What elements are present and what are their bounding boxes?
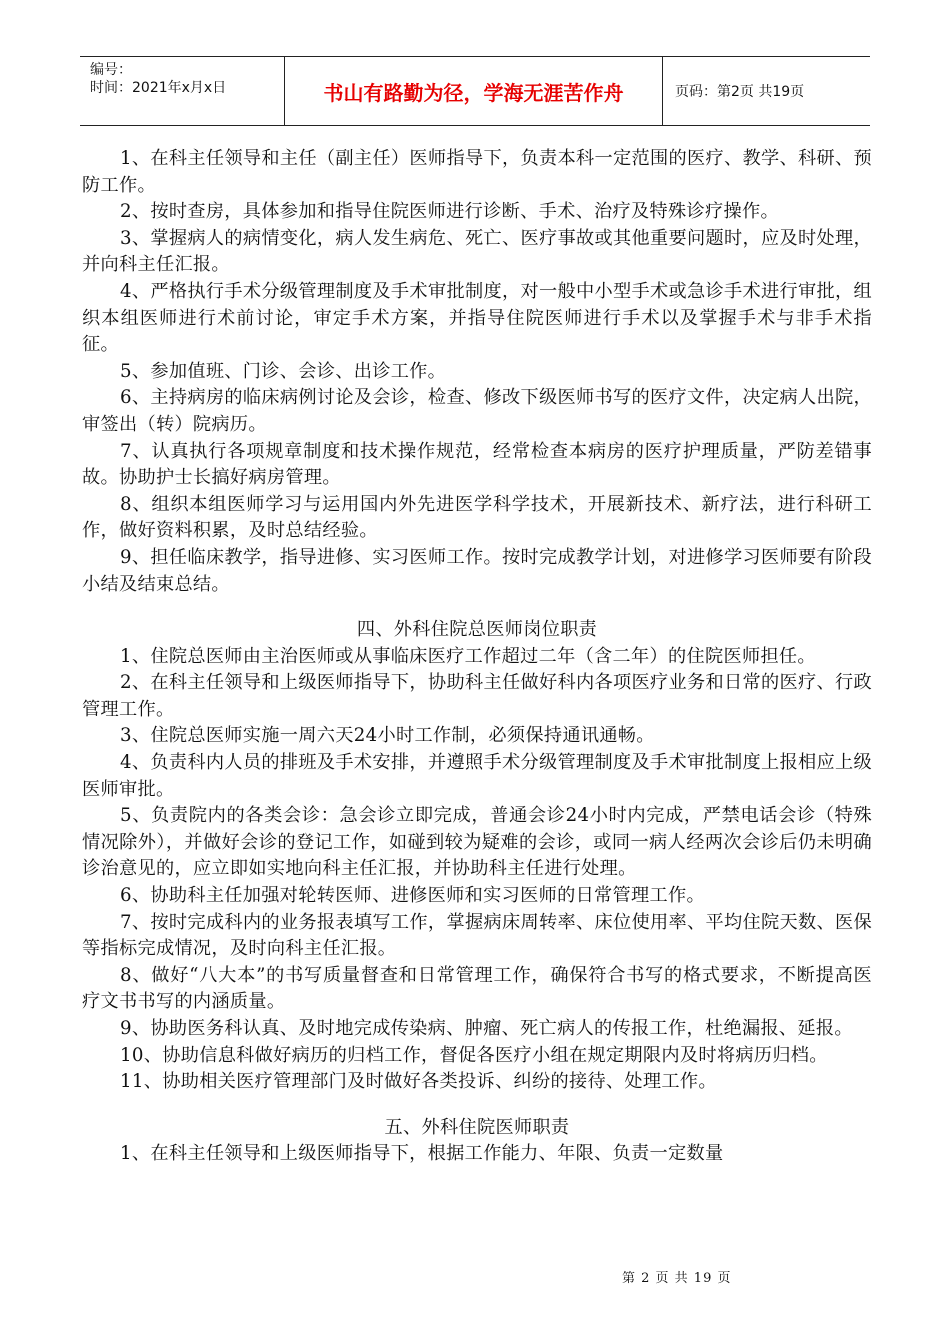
section4-item: 10、协助信息科做好病历的归档工作，督促各医疗小组在规定期限内及时将病历归档。	[120, 1044, 828, 1066]
section3-item: 1、在科主任领导和主任（副主任）医师指导下，负责本科一定范围的医疗、教学、科研、预防工作。	[82, 148, 872, 196]
header-page-info: 页码：第2页 共19页	[675, 84, 805, 100]
section4-title: 四、外科住院总医师岗位职责	[356, 619, 598, 641]
section3-item: 4、严格执行手术分级管理制度及手术审批制度，对一般中小型手术或急诊手术进行审批，组织本组医师进行术前讨论，审定手术方案，并指导住院医师进行手术以及掌握手术与非手术指征。	[82, 280, 872, 356]
document-header	[80, 56, 870, 126]
time-label: 时间：2021年x月x日	[90, 80, 227, 96]
header-meta	[80, 57, 285, 125]
section4-item: 8、做好“八大本”的书写质量督查和日常管理工作，确保符合书写的格式要求，不断提高医疗文书书写的内涵质量。	[82, 964, 872, 1013]
number-label: 编号：	[90, 62, 132, 78]
section3-item: 5、参加值班、门诊、会诊、出诊工作。	[120, 360, 447, 382]
section5-title: 五、外科住院医师职责	[384, 1116, 570, 1138]
section4-list	[82, 644, 872, 1096]
section4-item: 2、在科主任领导和上级医师指导下，协助科主任做好科内各项医疗业务和日常的医疗、行政管理工作。	[82, 672, 872, 720]
section4-item: 4、负责科内人员的排班及手术安排，并遵照手术分级管理制度及手术审批制度上报相应上级医师审批。	[82, 752, 872, 800]
section3-item: 3、掌握病人的病情变化，病人发生病危、死亡、医疗事故或其他重要问题时，应及时处理，并向科主任汇报。	[82, 227, 872, 276]
section4-item: 3、住院总医师实施一周六天24小时工作制，必须保持通讯通畅。	[120, 725, 655, 747]
section4-item: 9、协助医务科认真、及时地完成传染病、肿瘤、死亡病人的传报工作，杜绝漏报、延报。	[120, 1018, 853, 1039]
section3-item: 2、按时查房，具体参加和指导住院医师进行诊断、手术、治疗及特殊诊疗操作。	[120, 201, 779, 223]
header-motto: 书山有路勤为径，学海无涯苦作舟	[285, 57, 663, 125]
section4-item: 6、协助科主任加强对轮转医师、进修医师和实习医师的日常管理工作。	[120, 885, 705, 907]
section4-item: 7、按时完成科内的业务报表填写工作，掌握病床周转率、床位使用率、平均住院天数、医保等指标完成情况，及时向科主任汇报。	[82, 911, 872, 960]
section5-list	[82, 1141, 872, 1168]
section3-item: 8、组织本组医师学习与运用国内外先进医学科学技术，开展新技术、新疗法，进行科研工作，做好资料积累，及时总结经验。	[82, 493, 872, 542]
section3-list	[82, 146, 872, 598]
section4-item: 11、协助相关医疗管理部门及时做好各类投诉、纠纷的接待、处理工作。	[120, 1071, 717, 1093]
section3-item: 7、认真执行各项规章制度和技术操作规范，经常检查本病房的医疗护理质量，严防差错事故。协助护士长搞好病房管理。	[82, 440, 872, 489]
page-footer: 第 2 页 共 19 页	[622, 1271, 732, 1286]
document-body	[82, 146, 872, 1168]
section4-item: 5、负责院内的各类会诊：急会诊立即完成，普通会诊24小时内完成，严禁电话会诊（特殊情况除外），并做好会诊的登记工作，如碰到较为疑难的会诊，或同一病人经两次会诊后仍未明确诊治意见的，应立即如实地向科主任汇报，并协助科主任进行处理。	[82, 805, 872, 880]
section5-item: 1、在科主任领导和上级医师指导下，根据工作能力、年限、负责一定数量	[120, 1143, 724, 1165]
section4-item: 1、住院总医师由主治医师或从事临床医疗工作超过二年（含二年）的住院医师担任。	[120, 645, 816, 667]
section3-item: 9、担任临床教学，指导进修、实习医师工作。按时完成教学计划，对进修学习医师要有阶段小结及结束总结。	[82, 546, 872, 595]
section3-item: 6、主持病房的临床病例讨论及会诊，检查、修改下级医师书写的医疗文件，决定病人出院，审签出（转）院病历。	[82, 387, 872, 435]
